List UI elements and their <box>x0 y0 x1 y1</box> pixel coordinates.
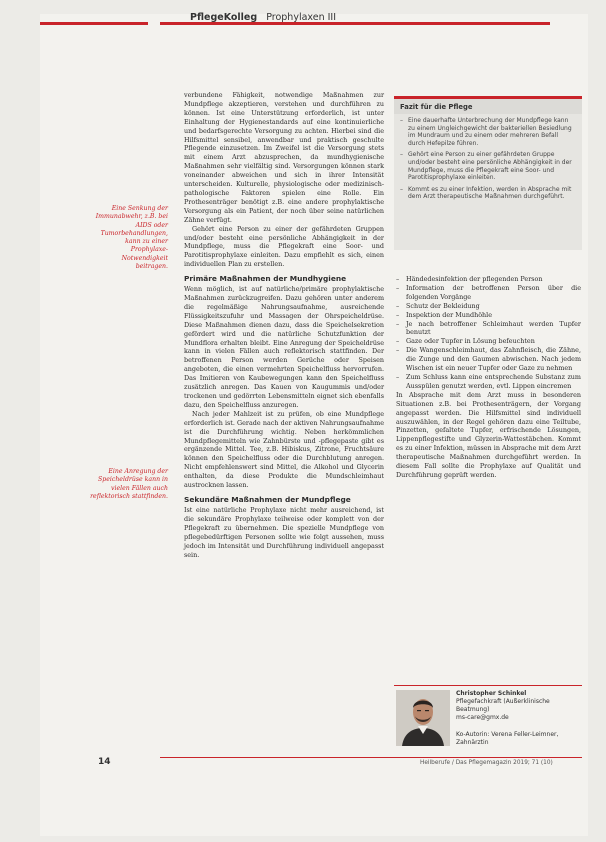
paragraph: verbundene Fähigkeit, notwendige Maßnahmen zur Mundpflege akzeptieren, verstehen und durchführen zu können. Ist eine Unterstützung erforderlich, ist unter Einhaltung der Hygienestandards auf eine kontinuierliche und bedarfsgerechte Versorgung zu achten. Hierbei sind die Hilfsmittel sensibel, anwendbar und praktisch geschulte Pflegende einzusetzen. Im Zweifel ist die Versorgung stets mit einem Arzt abzusprechen, da mundhygienische Maßnahmen sehr vielfältig sind. Versorgungen können stark voneinander abweichen und sich in ihrer Intensität unterscheiden. Kulturelle, physiologische oder medizinisch-pathologische Faktoren spielen eine Rolle. Ein Prothesenträger benötigt z.B. eine andere prophylaktische Versorgung als ein Patient, der noch über seine natürlichen Zähne verfügt. <box>184 91 384 224</box>
list-item: – Je nach betroffener Schleimhaut werden Tupfer benutzt <box>396 320 581 338</box>
paragraph: Ist eine natürliche Prophylaxe nicht mehr ausreichend, ist die sekundäre Prophylaxe teilweise oder komplett von der Pflegekraft zu übernehmen. Die spezielle Mundpflege von pflegebedürftigen Personen sollte wie folgt aussehen, muss jedoch im Intensität und Durchführung individuell angepasst sein. <box>184 505 384 559</box>
list-item: – Gaze oder Tupfer in Lösung befeuchten <box>396 337 581 346</box>
section-heading: Primäre Maßnahmen der Mundhygiene <box>184 274 347 284</box>
footer-rule <box>160 757 582 758</box>
list-item: – Eine dauerhafte Unterbrechung der Mundpflege kann zu einem Ungleichgewicht der bakteriellen Besiedlung im Mundraum und zu einem oder mehreren Befall durch Hefepilze führen. <box>400 117 576 147</box>
paragraph: In Absprache mit dem Arzt muss in besonderen Situationen z.B. bei Prothesenträgern, der Vorgang angepasst werden. Die Hilfsmittel sind individuell auszuwählen, in der Regel gehören dazu eine Teiltube, Pinzetten, gefaltete Tupfer, erfrischende Lösungen, Lippenpflegestifte und Glyzerin-Wattestäbchen. Kommt es zu einer Infektion, müssen in Absprache mit dem Arzt therapeutische Maßnahmen durchgeführt werden. In diesem Fall sollte die Prophylaxe auf Qualität und Durchführung geprüft werden. <box>396 390 581 479</box>
info-box-list <box>394 114 582 201</box>
paragraph: Wenn möglich, ist auf natürliche/primäre prophylaktische Maßnahmen zurückzugreifen. Dazu gehören unter anderem die regelmäßige Nahrungsaufnahme, ausreichende Flüssigkeitszufuhr und Massagen der Ohrspeicheldrüse. Diese Maßnahmen dienen dazu, dass die Speichelsekretion gefördert wird und die natürliche Schutzfunktion der Mundflora erhalten bleibt. Eine Anregung der Speicheldrüse kann in vielen Fällen auch reflektorisch stattfinden. Der betroffenen Person werden Gerüche oder Speisen angeboten, die einen vermehrten Speichelfluss hervorrufen. Das Imitieren von Kaubewegungen kann den Speichelfluss zusätzlich anregen. Das Kauen von Kaugummis und/oder trockenen und gedörrten Lebensmitteln eignet sich ebenfalls dazu, den Speichelfluss anzuregen. <box>184 285 384 409</box>
section-name: Prophylaxen III <box>266 12 337 23</box>
list-item: – Händedesinfektion der pflegenden Person <box>396 275 581 284</box>
list-item: – Die Wangenschleimhaut, das Zahnfleisch, die Zähne, die Zunge und den Gaumen abwischen. Nach jedem Wischen ist ein neuer Tupfer oder Gaze zu nehmen <box>396 346 581 373</box>
author-photo <box>396 690 450 746</box>
author-name: Christopher Schinkel <box>456 690 527 697</box>
info-box-title: Fazit für die Pflege <box>394 99 582 114</box>
right-column <box>396 275 581 480</box>
list-item: – Kommt es zu einer Infektion, werden in Absprache mit dem Arzt therapeutische Maßnahmen durchgeführt. <box>400 186 576 201</box>
header-rule-left <box>40 22 148 25</box>
section-heading: Sekundäre Maßnahmen der Mundpflege <box>184 494 351 504</box>
author-email: ms-care@gmx.de <box>456 714 509 721</box>
paragraph: Nach jeder Mahlzeit ist zu prüfen, ob eine Mundpflege erforderlich ist. Gerade nach der aktiven Nahrungsaufnahme ist die Durchführung wichtig. Neben herkömmlichen Mundpflegemitteln wie Zahnbürste und -pflegepaste gibt es ergänzende Mittel. Tee, z.B. Hibiskus, Zitrone, Fruchtsäure können den Speichelfluss oder die Durchblutung anregen. Nicht empfehlenswert sind Mittel, die Alkohol und Glycerin enthalten, da diese Produkte die Mundschleimhaut austrocknen lassen. <box>184 409 384 490</box>
brand-name: PflegeKolleg <box>190 12 258 23</box>
side-note-2: Eine Anregung der Speicheldrüse kann in vielen Fällen auch reflektorisch stattfinden. <box>90 468 168 500</box>
publication-info: Heilberufe / Das Pflegemagazin 2019; 71 (10) <box>420 760 553 766</box>
running-header <box>190 12 336 23</box>
paragraph: Gehört eine Person zu einer der gefährdeten Gruppen und/oder besteht eine persönliche Abhängigkeit in der Mundpflege, muss die Pflegekraft eine Soor- und Parotitisprophylaxe einleiten. Dazu empfiehlt es sich, einen individuellen Plan zu erstellen. <box>184 224 384 269</box>
side-note-1: Eine Senkung der Immunabwehr, z.B. bei AIDS oder Tumorbehandlungen, kann zu einer Prophylaxe-Notwendigkeit beitragen. <box>95 205 168 271</box>
person-icon <box>396 690 450 746</box>
author-role: Pflegefachkraft (Außerklinische Beatmung) <box>456 698 550 713</box>
list-item: – Zum Schluss kann eine entsprechende Substanz zum Ausspülen genutzt werden, evtl. Lippen eincremen <box>396 373 581 391</box>
page-number: 14 <box>98 757 111 767</box>
author-info <box>456 690 580 747</box>
author-box <box>394 685 582 750</box>
list-item: – Gehört eine Person zu einer gefährdeten Gruppe und/oder besteht eine persönliche Abhängigkeit in der Mundpflege, muss die Pflegekraft eine Soor- und Parotitisprophylaxe einleiten. <box>400 151 576 181</box>
list-item: – Schutz der Bekleidung <box>396 302 581 311</box>
procedure-steps <box>396 275 581 391</box>
main-column <box>184 91 384 559</box>
coauthor: Ko-Autorin: Verena Feller-Leimner, Zahnärztin <box>456 731 559 746</box>
list-item: – Information der betroffenen Person über die folgenden Vorgänge <box>396 284 581 302</box>
info-box <box>394 96 582 250</box>
list-item: – Inspektion der Mundhöhle <box>396 311 581 320</box>
